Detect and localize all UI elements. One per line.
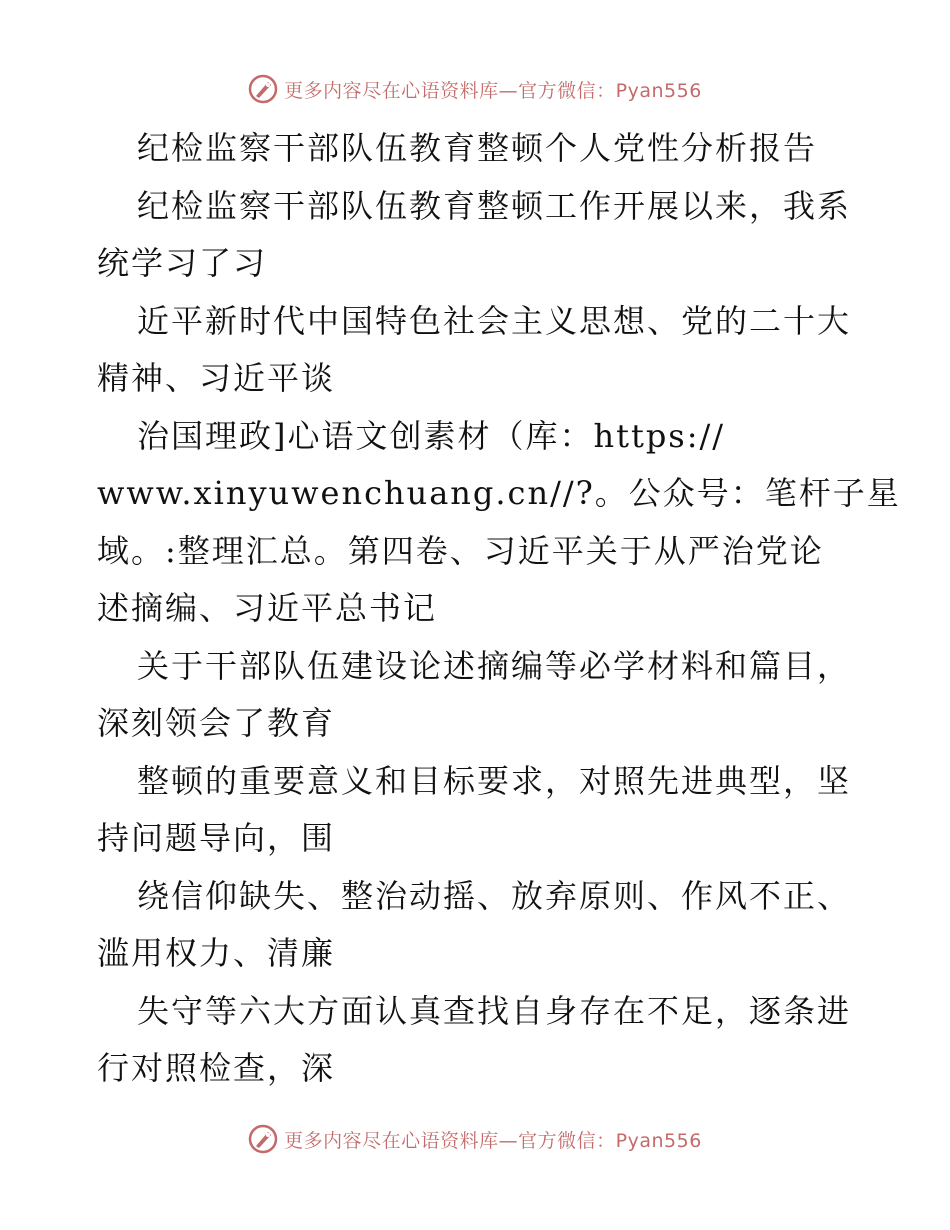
document-body — [97, 120, 901, 1098]
footer-banner — [0, 1124, 950, 1154]
pen-tip-logo-icon — [248, 1124, 278, 1154]
paragraph-line: 持问题导向，围 — [97, 819, 336, 857]
paragraph-line: 关于干部队伍建设论述摘编等必学材料和篇目， — [137, 646, 852, 685]
paragraph-line: 失守等六大方面认真查找自身存在不足，逐条进 — [137, 991, 852, 1030]
paragraph-line: 行对照检查，深 — [97, 1049, 336, 1087]
paragraph-line: 绕信仰缺失、整治动摇、放弃原则、作风不正、 — [137, 876, 852, 915]
header-banner — [0, 74, 950, 104]
paragraph-line: 纪检监察干部队伍教育整顿工作开展以来，我系 — [137, 186, 852, 225]
paragraph-line: 近平新时代中国特色社会主义思想、党的二十大 — [137, 301, 852, 340]
pen-tip-logo-icon — [248, 74, 278, 104]
document-title: 纪检监察干部队伍教育整顿个人党性分析报告 — [137, 129, 818, 167]
paragraph-line: 精神、习近平谈 — [97, 359, 336, 397]
footer-banner-text: 更多内容尽在心语资料库—官方微信：Pyan556 — [284, 1129, 702, 1152]
paragraph-line: 深刻领会了教育 — [97, 704, 336, 742]
paragraph-line: 述摘编、习近平总书记 — [97, 589, 438, 627]
paragraph-line: 滥用权力、清廉 — [97, 934, 336, 972]
paragraph-line: www.xinyuwenchuang.cn//?。公众号：笔杆子星 — [97, 474, 901, 512]
header-banner-text: 更多内容尽在心语资料库—官方微信：Pyan556 — [284, 79, 702, 102]
paragraph-line: 治国理政]心语文创素材（库：https:// — [137, 416, 726, 455]
paragraph-line: 统学习了习 — [97, 244, 268, 282]
paragraph-line: 整顿的重要意义和目标要求，对照先进典型，坚 — [137, 761, 852, 800]
paragraph-line: 域。:整理汇总。第四卷、习近平关于从严治党论 — [97, 531, 824, 570]
